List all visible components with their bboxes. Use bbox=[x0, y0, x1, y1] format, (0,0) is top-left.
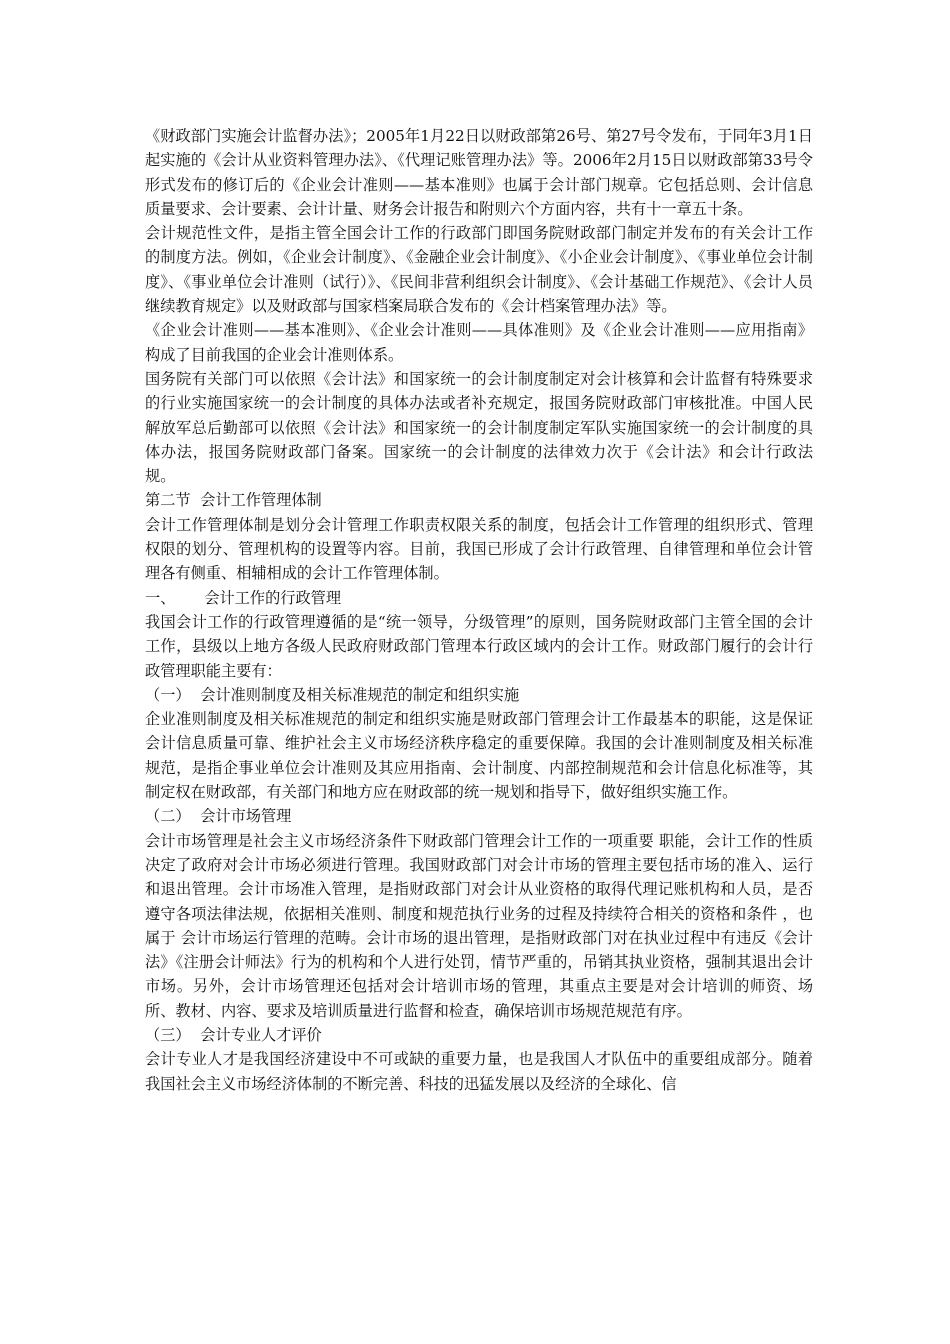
subheading-administrative-management: 一、 会计工作的行政管理 bbox=[145, 588, 342, 607]
paragraph-standards-formulation: 企业准则制度及相关标准规范的制定和组织实施是财政部门管理会计工作最基本的职能，这是保证会计信息质量可靠、维护社会主义市场经济秩序稳定的重要保障。我国的会计准则制度及相关标准规范，是指企事业单位会计准则及其应用指南、会计制度、内部控制规范和会计信息化标准等，其制定权在财政部，有关部门和地方应在财政部的统一规划和指导下，做好组织实施工作。 bbox=[145, 710, 813, 802]
section-heading-management-system: 第二节 会计工作管理体制 bbox=[145, 491, 322, 510]
paragraph-market-management: 会计市场管理是社会主义市场经济条件下财政部门管理会计工作的一项重要 职能，会计工作的性质决定了政府对会计市场必须进行管理。我国财政部门对会计市场的管理主要包括市场的准入、运行和退出管理。会计市场准入管理，是指财政部门对会计从业资格的取得代理记账机构和人员，是否遵守各项法律法规，依据相关准则、制度和规范执行业务的过程及持续符合相关的资格和条件 ，也属于 会计市场运行管理的范畴。会计市场的退出管理，是指财政部门对在执业过程中有违反《会计法》《注册会计师法》行为的机构和个人进行处罚，情节严重的，吊销其执业资格，强制其退出会计市场。另外，会计市场管理还包括对会计培训市场的管理，其重点主要是对会计培训的师资、场所、教材、内容、要求及培训质量进行监督和检查，确保培训市场规范规范有序。 bbox=[145, 831, 813, 1020]
paragraph-administrative-management: 我国会计工作的行政管理遵循的是“统一领导，分级管理”的原则，国务院财政部门主管全国的会计工作，县级以上地方各级人民政府财政部门管理本行政区域内的会计工作。财政部门履行的会计行政管理职能主要有： bbox=[145, 612, 813, 680]
document-body bbox=[145, 124, 813, 1096]
paragraph-management-system: 会计工作管理体制是划分会计管理工作职责权限关系的制度，包括会计工作管理的组织形式、管理权限的划分、管理机构的设置等内容。目前，我国已形成了会计行政管理、自律管理和单位会计管理各有侧重、相辅相成的会计工作管理体制。 bbox=[145, 515, 813, 583]
paragraph-normative-documents: 会计规范性文件，是指主管全国会计工作的行政部门即国务院财政部门制定并发布的有关会计工作的制度方法。例如，《企业会计制度》、《金融企业会计制度》、《小企业会计制度》、《事业单位会计制度》、《事业单位会计准则（试行）》、《民间非营利组织会计制度》、《会计基础工作规范》、《会计人员继续教育规定》以及财政部与国家档案局联合发布的《会计档案管理办法》等。 bbox=[145, 224, 813, 316]
paragraph-regulations: 《财政部门实施会计监督办法》；2005年1月22日以财政部第26号、第27号令发布，于同年3月1日起实施的《会计从业资料管理办法》、《代理记账管理办法》等。2006年2月15日以财政部第33号令形式发布的修订后的《企业会计准则——基本准则》也属于会计部门规章。它包括总则、会计信息质量要求、会计要素、会计计量、财务会计报告和附则六个方面内容，共有十一章五十条。 bbox=[145, 127, 813, 218]
paragraph-talent-evaluation: 会计专业人才是我国经济建设中不可或缺的重要力量，也是我国人才队伍中的重要组成部分。随着我国社会主义市场经济体制的不断完善、科技的迅猛发展以及经济的全球化、信 bbox=[145, 1050, 813, 1093]
subheading-market-management: （二） 会计市场管理 bbox=[145, 807, 292, 826]
paragraph-supplementary-rules: 国务院有关部门可以依照《会计法》和国家统一的会计制度制定对会计核算和会计监督有特殊要求的行业实施国家统一的会计制度的具体办法或者补充规定，报国务院财政部门审核批准。中国人民解放军总后勤部可以依照《会计法》和国家统一的会计制度制定军队实施国家统一的会计制度的具体办法，报国务院财政部门备案。国家统一的会计制度的法律效力次于《会计法》和会计行政法规。 bbox=[145, 369, 813, 486]
subheading-standards-formulation: （一） 会计准则制度及相关标准规范的制定和组织实施 bbox=[145, 685, 520, 704]
paragraph-standards-system: 《企业会计准则——基本准则》、《企业会计准则——具体准则》及《企业会计准则——应用指南》构成了目前我国的企业会计准则体系。 bbox=[145, 321, 813, 364]
subheading-talent-evaluation: （三） 会计专业人才评价 bbox=[145, 1025, 322, 1044]
